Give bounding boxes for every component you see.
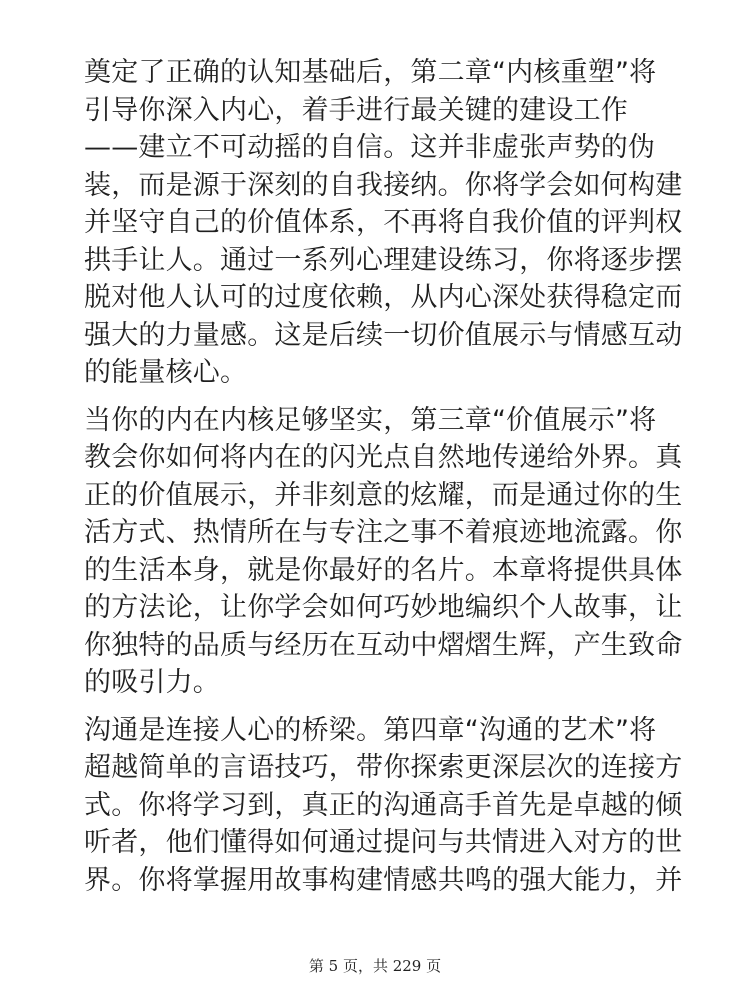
text-line: 引导你深入内心，着手进行最关键的建设工作: [84, 94, 628, 126]
paragraph-chapter-three: [84, 402, 683, 702]
page-number-footer: 第 5 页，共 229 页: [308, 957, 442, 975]
text-line: 装，而是源于深刻的自我接纳。你将学会如何构建: [84, 169, 683, 201]
text-line: 式。你将学习到，真正的沟通高手首先是卓越的倾: [84, 789, 683, 821]
text-line: ——建立不可动摇的自信。这并非虚张声势的伪: [84, 132, 656, 163]
text-line: 沟通是连接人心的桥梁。第四章“沟通的艺术”将: [84, 714, 657, 746]
text-line: 当你的内在内核足够坚实，第三章“价值展示”将: [84, 404, 657, 436]
paragraph-chapter-two: [84, 54, 683, 392]
document-body: [84, 54, 683, 909]
text-line: 的生活本身，就是你最好的名片。本章将提供具体: [84, 554, 683, 586]
text-line: 并坚守自己的价值体系，不再将自我价值的评判权: [84, 207, 683, 238]
paragraph-chapter-four: [84, 712, 683, 900]
text-line: 听者，他们懂得如何通过提问与共情进入对方的世: [84, 827, 683, 858]
text-line: 活方式、热情所在与专注之事不着痕迹地流露。你: [84, 517, 683, 548]
text-line: 你独特的品质与经历在互动中熠熠生辉，产生致命: [84, 629, 683, 661]
text-line: 强大的力量感。这是后续一切价值展示与情感互动: [84, 319, 683, 351]
text-line: 超越简单的言语技巧，带你探索更深层次的连接方: [84, 752, 683, 783]
text-line: 的能量核心。: [84, 357, 248, 388]
text-line: 界。你将掌握用故事构建情感共鸣的强大能力，并: [84, 864, 683, 896]
text-line: 的吸引力。: [84, 667, 220, 698]
text-line: 的方法论，让你学会如何巧妙地编织个人故事，让: [84, 592, 683, 623]
text-line: 教会你如何将内在的闪光点自然地传递给外界。真: [84, 442, 683, 473]
text-line: 脱对他人认可的过度依赖，从内心深处获得稳定而: [84, 282, 683, 313]
text-line: 拱手让人。通过一系列心理建设练习，你将逐步摆: [84, 244, 683, 276]
text-line: 正的价值展示，并非刻意的炫耀，而是通过你的生: [84, 479, 683, 511]
text-line: 奠定了正确的认知基础后，第二章“内核重塑”将: [84, 57, 657, 88]
